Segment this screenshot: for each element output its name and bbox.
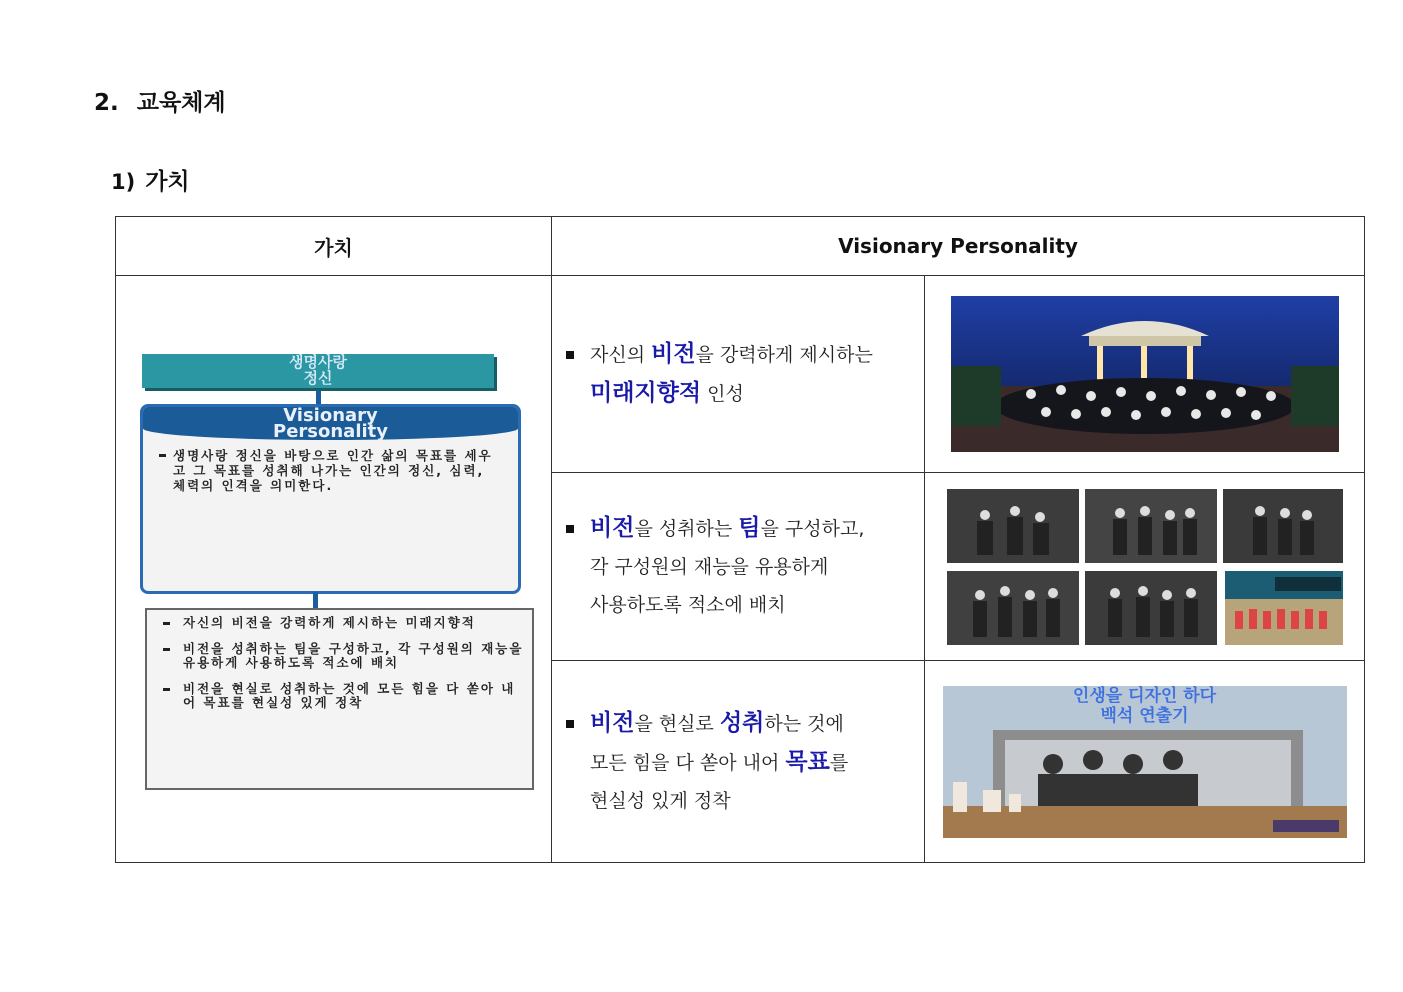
bullet-icon: [566, 351, 574, 359]
value-diagram: [140, 352, 534, 792]
photo-cell: [925, 473, 1365, 661]
visionary-box-body: 생명사랑 정신을 바탕으로 인간 삶의 목표를 세우고 그 목표를 성취해 나가는 인간의 정신, 심력, 체력의 인격을 의미한다.: [143, 440, 518, 493]
diagram-cell: [116, 276, 552, 863]
traits-list-box: [145, 608, 534, 790]
col-header-visionary: Visionary Personality: [552, 217, 1365, 276]
trait-description: 자신의 비전을 강력하게 제시하는 미래지향적 인성: [552, 335, 924, 413]
visionary-box: [140, 404, 521, 594]
subsection-heading: [111, 163, 190, 196]
subsection-number: 1): [111, 170, 136, 194]
trait-description: 비전을 현실로 성취하는 것에 모든 힘을 다 쏟아 내어 목표를 현실성 있게 정착: [552, 704, 924, 820]
photo-cell: [925, 661, 1365, 863]
description-cell: [552, 473, 925, 661]
list-item: 비전을 성취하는 팀을 구성하고, 각 구성원의 재능을 유용하게 사용하도록 적소에 배치: [147, 642, 532, 670]
section-number: 2.: [94, 90, 119, 116]
photo-cell: [925, 276, 1365, 473]
description-cell: [552, 661, 925, 863]
team-portraits-grid: [945, 487, 1345, 647]
mirror-makeup-photo: [943, 686, 1347, 838]
visionary-box-title: Visionary Personality: [143, 407, 518, 440]
bullet-icon: [566, 525, 574, 533]
section-title: 교육체계: [136, 90, 226, 116]
list-item: 자신의 비전을 강력하게 제시하는 미래지향적: [147, 616, 532, 630]
bullet-icon: [566, 720, 574, 728]
life-love-band: 생명사랑 정신: [142, 354, 494, 388]
col-header-value: 가치: [116, 217, 552, 276]
description-cell: [552, 276, 925, 473]
subsection-title: 가치: [145, 169, 190, 195]
group-night-gazebo-photo: [951, 296, 1339, 452]
section-heading: [94, 84, 226, 117]
list-item: 비전을 현실로 성취하는 것에 모든 힘을 다 쏟아 내어 목표를 현실성 있게 정착: [147, 682, 532, 710]
trait-description: 비전을 성취하는 팀을 구성하고, 각 구성원의 재능을 유용하게 사용하도록 적소에 배치: [552, 509, 924, 624]
values-table: [115, 216, 1365, 863]
photo-caption: 인생을 디자인 하다 백석 연출기: [1072, 685, 1217, 726]
